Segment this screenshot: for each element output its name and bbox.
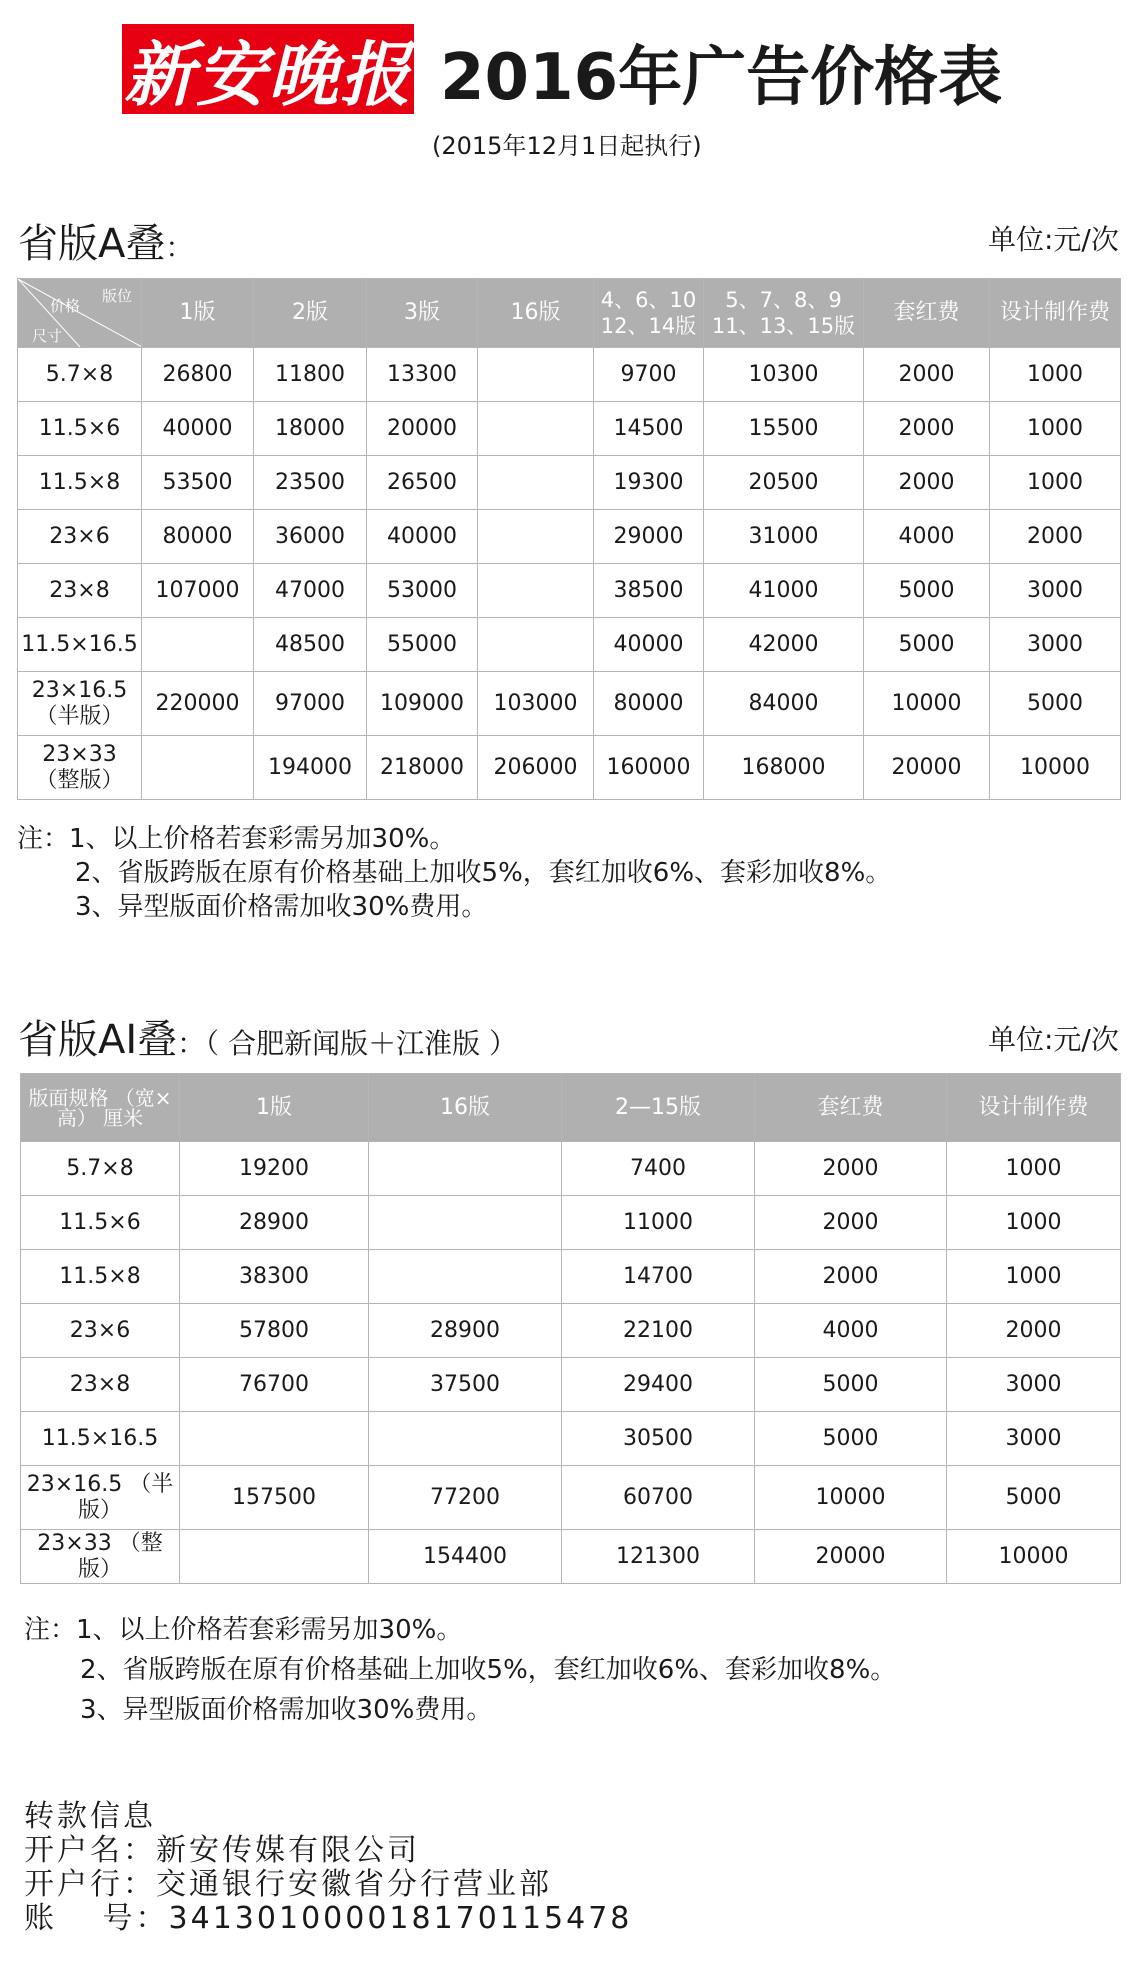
col-header: 16版 (369, 1074, 562, 1142)
table-row (18, 510, 1121, 564)
price-cell (142, 736, 254, 800)
table-row (18, 618, 1121, 672)
price-cell (478, 510, 594, 564)
price-cell: 40000 (367, 510, 478, 564)
price-cell: 2000 (864, 348, 990, 402)
note: 2、省版跨版在原有价格基础上加收5%，套红加收6%、套彩加收8%。 (75, 858, 892, 888)
size-cell: 23×16.5 （半版） (18, 672, 142, 736)
price-cell: 15500 (704, 402, 864, 456)
price-cell: 2000 (755, 1142, 947, 1196)
size-cell: 11.5×6 (21, 1196, 180, 1250)
price-cell: 48500 (254, 618, 367, 672)
section-a-price-table (17, 278, 1121, 800)
size-cell: 11.5×16.5 (18, 618, 142, 672)
section-a-notes (17, 822, 891, 924)
price-cell: 220000 (142, 672, 254, 736)
price-cell: 3000 (947, 1358, 1121, 1412)
price-cell: 55000 (367, 618, 478, 672)
section-ai-unit: 单位:元/次 (988, 1023, 1119, 1056)
effective-date: (2015年12月1日起执行) (432, 132, 702, 160)
price-cell: 10000 (864, 672, 990, 736)
price-cell: 103000 (478, 672, 594, 736)
size-cell: 5.7×8 (21, 1142, 180, 1196)
price-cell: 2000 (755, 1196, 947, 1250)
price-cell: 107000 (142, 564, 254, 618)
price-cell: 7400 (562, 1142, 755, 1196)
price-cell: 2000 (990, 510, 1121, 564)
price-cell: 20500 (704, 456, 864, 510)
price-cell: 11000 (562, 1196, 755, 1250)
table-row (21, 1304, 1121, 1358)
price-cell: 1000 (947, 1142, 1121, 1196)
price-cell: 1000 (947, 1250, 1121, 1304)
price-cell: 29000 (594, 510, 704, 564)
size-cell: 11.5×6 (18, 402, 142, 456)
price-cell: 4000 (864, 510, 990, 564)
price-cell: 154400 (369, 1530, 562, 1584)
price-cell: 160000 (594, 736, 704, 800)
newspaper-logo: 新安晚报 (122, 24, 414, 114)
price-cell: 218000 (367, 736, 478, 800)
price-cell: 20000 (864, 736, 990, 800)
price-cell: 5000 (755, 1358, 947, 1412)
table-row (18, 672, 1121, 736)
section-ai-title: 省版AI叠：（ 合肥新闻版＋江淮版 ） (18, 1017, 517, 1063)
table-row (18, 564, 1121, 618)
price-cell: 20000 (755, 1530, 947, 1584)
note: 注：1、以上价格若套彩需另加30%。 (24, 1615, 463, 1645)
size-cell: 11.5×8 (18, 456, 142, 510)
col-header: 设计制作费 (947, 1074, 1121, 1142)
price-cell: 168000 (704, 736, 864, 800)
price-cell: 14500 (594, 402, 704, 456)
col-header: 2版 (254, 279, 367, 348)
price-cell (478, 348, 594, 402)
price-cell: 14700 (562, 1250, 755, 1304)
price-cell: 10000 (990, 736, 1121, 800)
section-ai-price-table (20, 1073, 1121, 1584)
price-cell: 1000 (990, 402, 1121, 456)
price-cell: 13300 (367, 348, 478, 402)
price-cell (369, 1250, 562, 1304)
price-cell: 10000 (947, 1530, 1121, 1584)
section-a-unit: 单位:元/次 (988, 223, 1119, 256)
price-cell: 29400 (562, 1358, 755, 1412)
col-header: 2—15版 (562, 1074, 755, 1142)
price-cell: 206000 (478, 736, 594, 800)
price-cell: 26800 (142, 348, 254, 402)
col-header: 1版 (142, 279, 254, 348)
price-cell (369, 1142, 562, 1196)
section-ai-notes (24, 1610, 896, 1730)
size-cell: 23×33 （整版） (18, 736, 142, 800)
price-cell: 80000 (594, 672, 704, 736)
price-cell: 3000 (990, 564, 1121, 618)
size-cell: 23×33 （整版） (21, 1530, 180, 1584)
price-cell: 3000 (947, 1412, 1121, 1466)
note: 3、异型版面价格需加收30%费用。 (80, 1695, 493, 1725)
price-cell: 42000 (704, 618, 864, 672)
price-cell (478, 456, 594, 510)
size-cell: 23×6 (18, 510, 142, 564)
price-cell: 30500 (562, 1412, 755, 1466)
size-cell: 5.7×8 (18, 348, 142, 402)
price-cell: 5000 (864, 618, 990, 672)
table-row (21, 1412, 1121, 1466)
price-cell: 97000 (254, 672, 367, 736)
table-row (21, 1142, 1121, 1196)
price-cell: 2000 (864, 402, 990, 456)
price-cell: 53000 (367, 564, 478, 618)
price-cell: 84000 (704, 672, 864, 736)
price-cell: 194000 (254, 736, 367, 800)
price-cell: 10300 (704, 348, 864, 402)
table-row (21, 1530, 1121, 1584)
transfer-heading: 转款信息 (24, 1799, 156, 1834)
price-cell: 23500 (254, 456, 367, 510)
note: 注：1、以上价格若套彩需另加30%。 (17, 824, 456, 854)
col-header: 设计制作费 (990, 279, 1121, 348)
price-cell: 3000 (990, 618, 1121, 672)
price-cell: 1000 (990, 456, 1121, 510)
price-cell: 77200 (369, 1466, 562, 1530)
price-cell: 36000 (254, 510, 367, 564)
table-row (18, 736, 1121, 800)
col-header: 套红费 (755, 1074, 947, 1142)
price-cell: 37500 (369, 1358, 562, 1412)
price-cell: 19300 (594, 456, 704, 510)
price-cell (478, 564, 594, 618)
price-cell: 1000 (947, 1196, 1121, 1250)
price-cell: 121300 (562, 1530, 755, 1584)
table-row (21, 1196, 1121, 1250)
page-title: 2016年广告价格表 (440, 41, 1003, 115)
price-cell (369, 1196, 562, 1250)
table-row (21, 1250, 1121, 1304)
price-cell: 5000 (864, 564, 990, 618)
price-cell: 28900 (369, 1304, 562, 1358)
price-cell: 9700 (594, 348, 704, 402)
price-cell: 60700 (562, 1466, 755, 1530)
transfer-info (24, 1800, 632, 1936)
price-cell: 10000 (755, 1466, 947, 1530)
col-header: 版面规格 （宽×高） 厘米 (21, 1074, 180, 1142)
price-cell (478, 618, 594, 672)
price-cell: 2000 (947, 1304, 1121, 1358)
price-cell: 40000 (142, 402, 254, 456)
price-cell (369, 1412, 562, 1466)
size-cell: 23×8 (18, 564, 142, 618)
bank-line: 开户行：交通银行安徽省分行营业部 (24, 1867, 552, 1902)
account-number-line: 账 号：341301000018170115478 (24, 1901, 633, 1936)
price-cell: 5000 (755, 1412, 947, 1466)
bank-name: 交通银行安徽省分行营业部 (156, 1867, 552, 1902)
price-cell: 18000 (254, 402, 367, 456)
account-number: 341301000018170115478 (168, 1901, 633, 1936)
size-cell: 11.5×16.5 (21, 1412, 180, 1466)
col-header: 3版 (367, 279, 478, 348)
price-cell: 38500 (594, 564, 704, 618)
table-row (21, 1466, 1121, 1530)
price-cell: 28900 (180, 1196, 369, 1250)
price-cell: 40000 (594, 618, 704, 672)
price-cell: 157500 (180, 1466, 369, 1530)
section-a-title: 省版A叠： (18, 221, 194, 267)
note: 3、异型版面价格需加收30%费用。 (75, 892, 488, 922)
price-cell: 2000 (864, 456, 990, 510)
price-cell: 26500 (367, 456, 478, 510)
price-cell: 5000 (990, 672, 1121, 736)
col-header: 5、7、8、9 11、13、15版 (704, 279, 864, 348)
size-cell: 23×8 (21, 1358, 180, 1412)
col-header: 4、6、10 12、14版 (594, 279, 704, 348)
price-cell: 11800 (254, 348, 367, 402)
account-name-line: 开户名：新安传媒有限公司 (24, 1833, 420, 1868)
size-cell: 23×16.5 （半版） (21, 1466, 180, 1530)
price-cell: 22100 (562, 1304, 755, 1358)
col-header: 套红费 (864, 279, 990, 348)
price-cell (180, 1412, 369, 1466)
col-header: 16版 (478, 279, 594, 348)
size-cell: 11.5×8 (21, 1250, 180, 1304)
table-row (18, 456, 1121, 510)
price-cell: 53500 (142, 456, 254, 510)
table-row (18, 402, 1121, 456)
price-cell: 38300 (180, 1250, 369, 1304)
price-cell: 4000 (755, 1304, 947, 1358)
price-cell: 47000 (254, 564, 367, 618)
note: 2、省版跨版在原有价格基础上加收5%，套红加收6%、套彩加收8%。 (80, 1655, 897, 1685)
table-row (21, 1358, 1121, 1412)
price-cell: 109000 (367, 672, 478, 736)
price-cell: 80000 (142, 510, 254, 564)
price-cell: 41000 (704, 564, 864, 618)
price-cell (180, 1530, 369, 1584)
size-cell: 23×6 (21, 1304, 180, 1358)
price-cell: 20000 (367, 402, 478, 456)
price-cell: 57800 (180, 1304, 369, 1358)
table-row (18, 348, 1121, 402)
price-cell (142, 618, 254, 672)
col-header: 1版 (180, 1074, 369, 1142)
price-cell (478, 402, 594, 456)
corner-header: 版位 价格 尺寸 (18, 279, 142, 348)
account-name: 新安传媒有限公司 (156, 1833, 420, 1868)
price-cell: 2000 (755, 1250, 947, 1304)
price-cell: 19200 (180, 1142, 369, 1196)
price-cell: 76700 (180, 1358, 369, 1412)
price-cell: 1000 (990, 348, 1121, 402)
price-cell: 31000 (704, 510, 864, 564)
price-cell: 5000 (947, 1466, 1121, 1530)
